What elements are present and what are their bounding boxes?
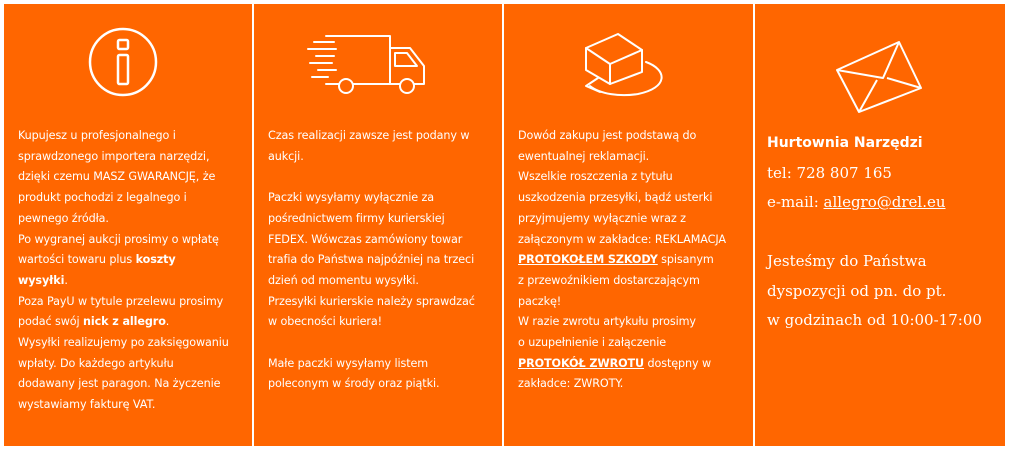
text-line: sprawdzonego importera narzędzi, (18, 149, 210, 163)
text-line: . (165, 315, 170, 329)
text-line: uszkodzenia przesyłki, bądź usterki (518, 191, 713, 205)
text-line: spisanym (657, 253, 714, 267)
text-line: podać swój (18, 315, 83, 329)
text-line: o uzupełnienie i załączenie (518, 336, 667, 350)
text-line: dodawany jest paragon. Na życzenie (18, 377, 221, 391)
text-line: paczkę! (518, 294, 562, 308)
info-column-shipping (252, 4, 502, 446)
hours-line: w godzinach od 10:00-17:00 (767, 311, 982, 329)
text-line: Małe paczki wysyłamy listem (268, 356, 429, 370)
info-strip (4, 4, 1005, 446)
text-line: załączonym w zakładce: REKLAMACJA (518, 232, 726, 246)
text-line: zakładce: ZWROTY. (518, 377, 624, 391)
text-line: Przesyłki kurierskie należy sprawdzać (268, 294, 475, 308)
contact-text (767, 128, 1005, 336)
bold-shipping-cost: koszty (135, 253, 176, 267)
text-line: ewentualnej reklamacji. (518, 149, 650, 163)
text-line: wartości towaru plus (18, 253, 136, 267)
text-line: wpłaty. Do każdego artykułu (18, 356, 174, 370)
text-line: z przewoźnikiem dostarczającym (518, 273, 700, 287)
shipping-text (268, 126, 500, 395)
text-line: pewnego źródła. (18, 211, 109, 225)
info-column-complaints (502, 4, 753, 446)
email-label: e-mail: (767, 193, 824, 211)
guarantee-text (18, 126, 248, 416)
package-return-icon (572, 22, 682, 104)
hours-line: Jesteśmy do Państwa (767, 252, 927, 270)
text-line: W razie zwrotu artykułu prosimy (518, 315, 696, 329)
phone-number: tel: 728 807 165 (767, 163, 892, 182)
text-line: Wszelkie roszczenia z tytułu (518, 170, 673, 184)
text-line: aukcji. (268, 149, 304, 163)
text-line: Wysyłki realizujemy po zaksięgowaniu (18, 336, 229, 350)
info-column-contact (753, 4, 1005, 446)
text-line: dostępny w (644, 356, 712, 370)
text-line: w obecności kuriera! (268, 315, 383, 329)
text-line: Po wygranej aukcji prosimy o wpłatę (18, 232, 219, 246)
email-link[interactable]: allegro@drel.eu (823, 193, 946, 211)
company-name: Hurtownia Narzędzi (767, 135, 923, 151)
text-line: Dowód zakupu jest podstawą do (518, 129, 697, 142)
return-protocol-link[interactable]: PROTOKÓŁ ZWROTU (518, 356, 645, 370)
complaints-text (518, 126, 751, 395)
text-line: Czas realizacji zawsze jest podany w (268, 129, 470, 142)
text-line: dzięki czemu MASZ GWARANCJĘ, że (18, 170, 216, 184)
bold-shipping-cost-cont: wysyłki (18, 273, 65, 287)
text-line: Poza PayU w tytule przelewu prosimy (18, 294, 224, 308)
delivery-truck-icon (306, 24, 436, 100)
text-line: pośrednictwem firmy kurierskiej (268, 211, 445, 225)
text-line: przyjmujemy wyłącznie wraz z (518, 211, 686, 225)
text-line: trafia do Państwa najpóźniej na trzeci (268, 253, 475, 267)
text-line: Paczki wysyłamy wyłącznie za (268, 191, 434, 205)
text-line: . (64, 273, 68, 287)
text-line: wystawiamy fakturę VAT. (18, 398, 156, 412)
info-column-guarantee (4, 4, 252, 446)
text-line: FEDEX. Wówczas zamówiony towar (268, 232, 463, 246)
hours-line: dyspozycji od pn. do pt. (767, 281, 947, 300)
damage-protocol-link[interactable]: PROTOKOŁEM SZKODY (518, 253, 658, 267)
text-line: Kupujesz u profesjonalnego i (18, 129, 176, 142)
text-line: dzień od momentu wysyłki. (268, 273, 419, 287)
envelope-icon (831, 36, 927, 116)
text-line: poleconym w środy oraz piątki. (268, 377, 440, 391)
info-icon (87, 26, 159, 98)
bold-nick: nick z allegro (83, 315, 166, 329)
text-line: produkt pochodzi z legalnego i (18, 191, 187, 205)
